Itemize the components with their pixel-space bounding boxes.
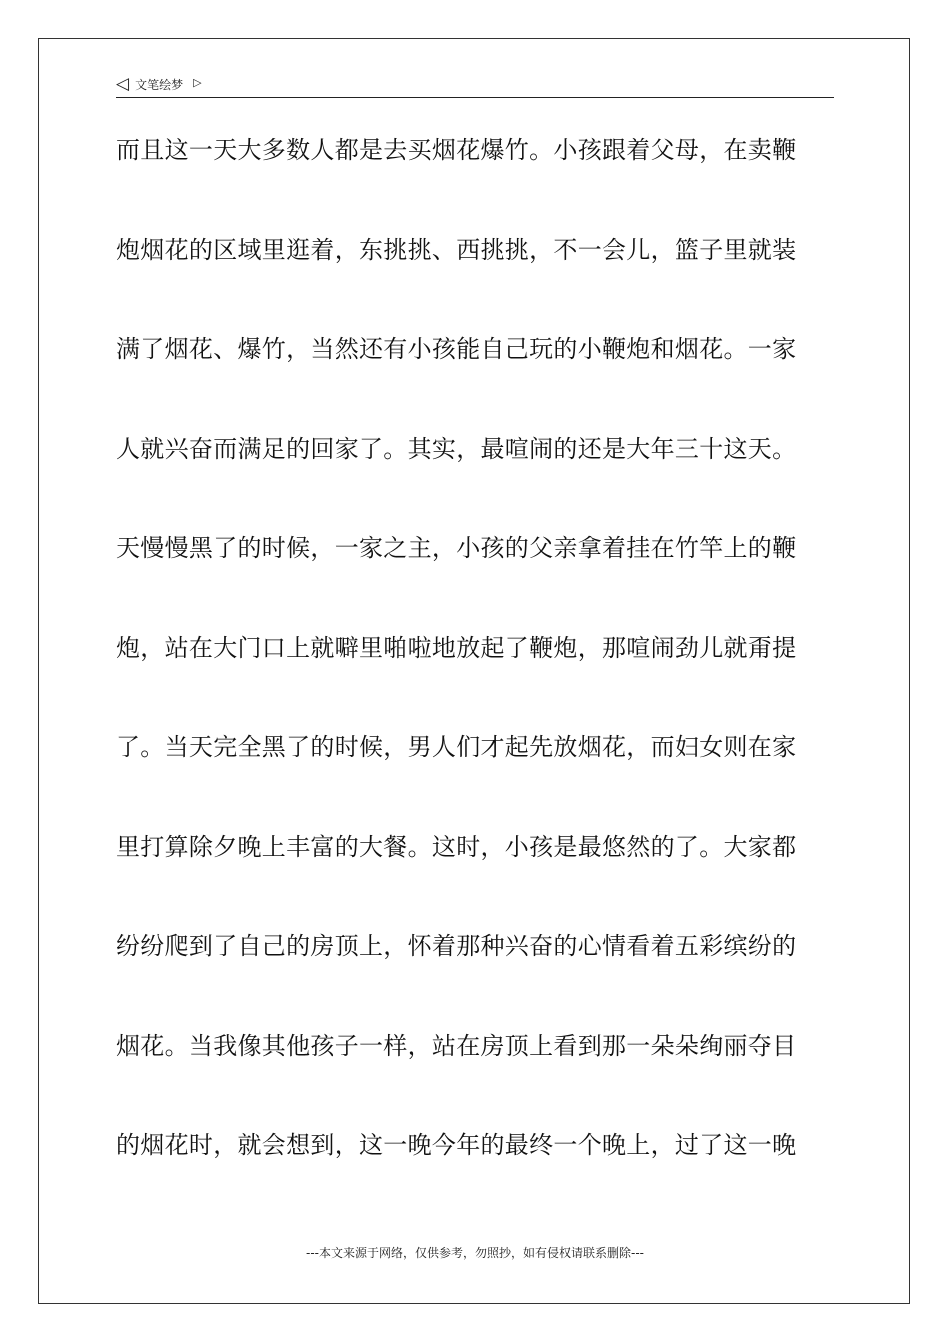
text-line: 炮烟花的区域里逛着，东挑挑、西挑挑，不一会儿，篮子里就装 bbox=[116, 235, 797, 264]
text-line: 满了烟花、爆竹，当然还有小孩能自己玩的小鞭炮和烟花。一家 bbox=[116, 335, 797, 363]
text-line: 而且这一天大多数人都是去买烟花爆竹。小孩跟着父母，在卖鞭 bbox=[116, 136, 797, 164]
text-line: 人就兴奋而满足的回家了。其实，最喧闹的还是大年三十这天。 bbox=[116, 434, 797, 463]
left-triangle-icon: ◁ bbox=[116, 74, 130, 94]
document-body bbox=[116, 128, 836, 1223]
header-title: 文笔绘梦 bbox=[135, 78, 184, 92]
text-line: 纷纷爬到了自己的房顶上，怀着那种兴奋的心情看着五彩缤纷的 bbox=[116, 932, 797, 960]
text-line: 了。当天完全黑了的时候，男人们才起先放烟花，而妇女则在家 bbox=[116, 733, 797, 761]
text-line: 炮，站在大门口上就噼里啪啦地放起了鞭炮，那喧闹劲儿就甭提 bbox=[116, 633, 797, 662]
right-triangle-icon: ▷ bbox=[193, 76, 202, 89]
text-line: 烟花。当我像其他孩子一样，站在房顶上看到那一朵朵绚丽夺目 bbox=[116, 1031, 797, 1060]
text-line: 天慢慢黑了的时候，一家之主，小孩的父亲拿着挂在竹竿上的鞭 bbox=[116, 534, 797, 562]
page-footer: ---本文来源于网络，仅供参考，勿照抄，如有侵权请联系删除--- bbox=[306, 1246, 644, 1260]
page-header bbox=[116, 72, 834, 98]
text-line: 的烟花时，就会想到，这一晚今年的最终一个晚上，过了这一晚 bbox=[116, 1131, 797, 1159]
text-line: 里打算除夕晚上丰富的大餐。这时，小孩是最悠然的了。大家都 bbox=[116, 832, 797, 861]
